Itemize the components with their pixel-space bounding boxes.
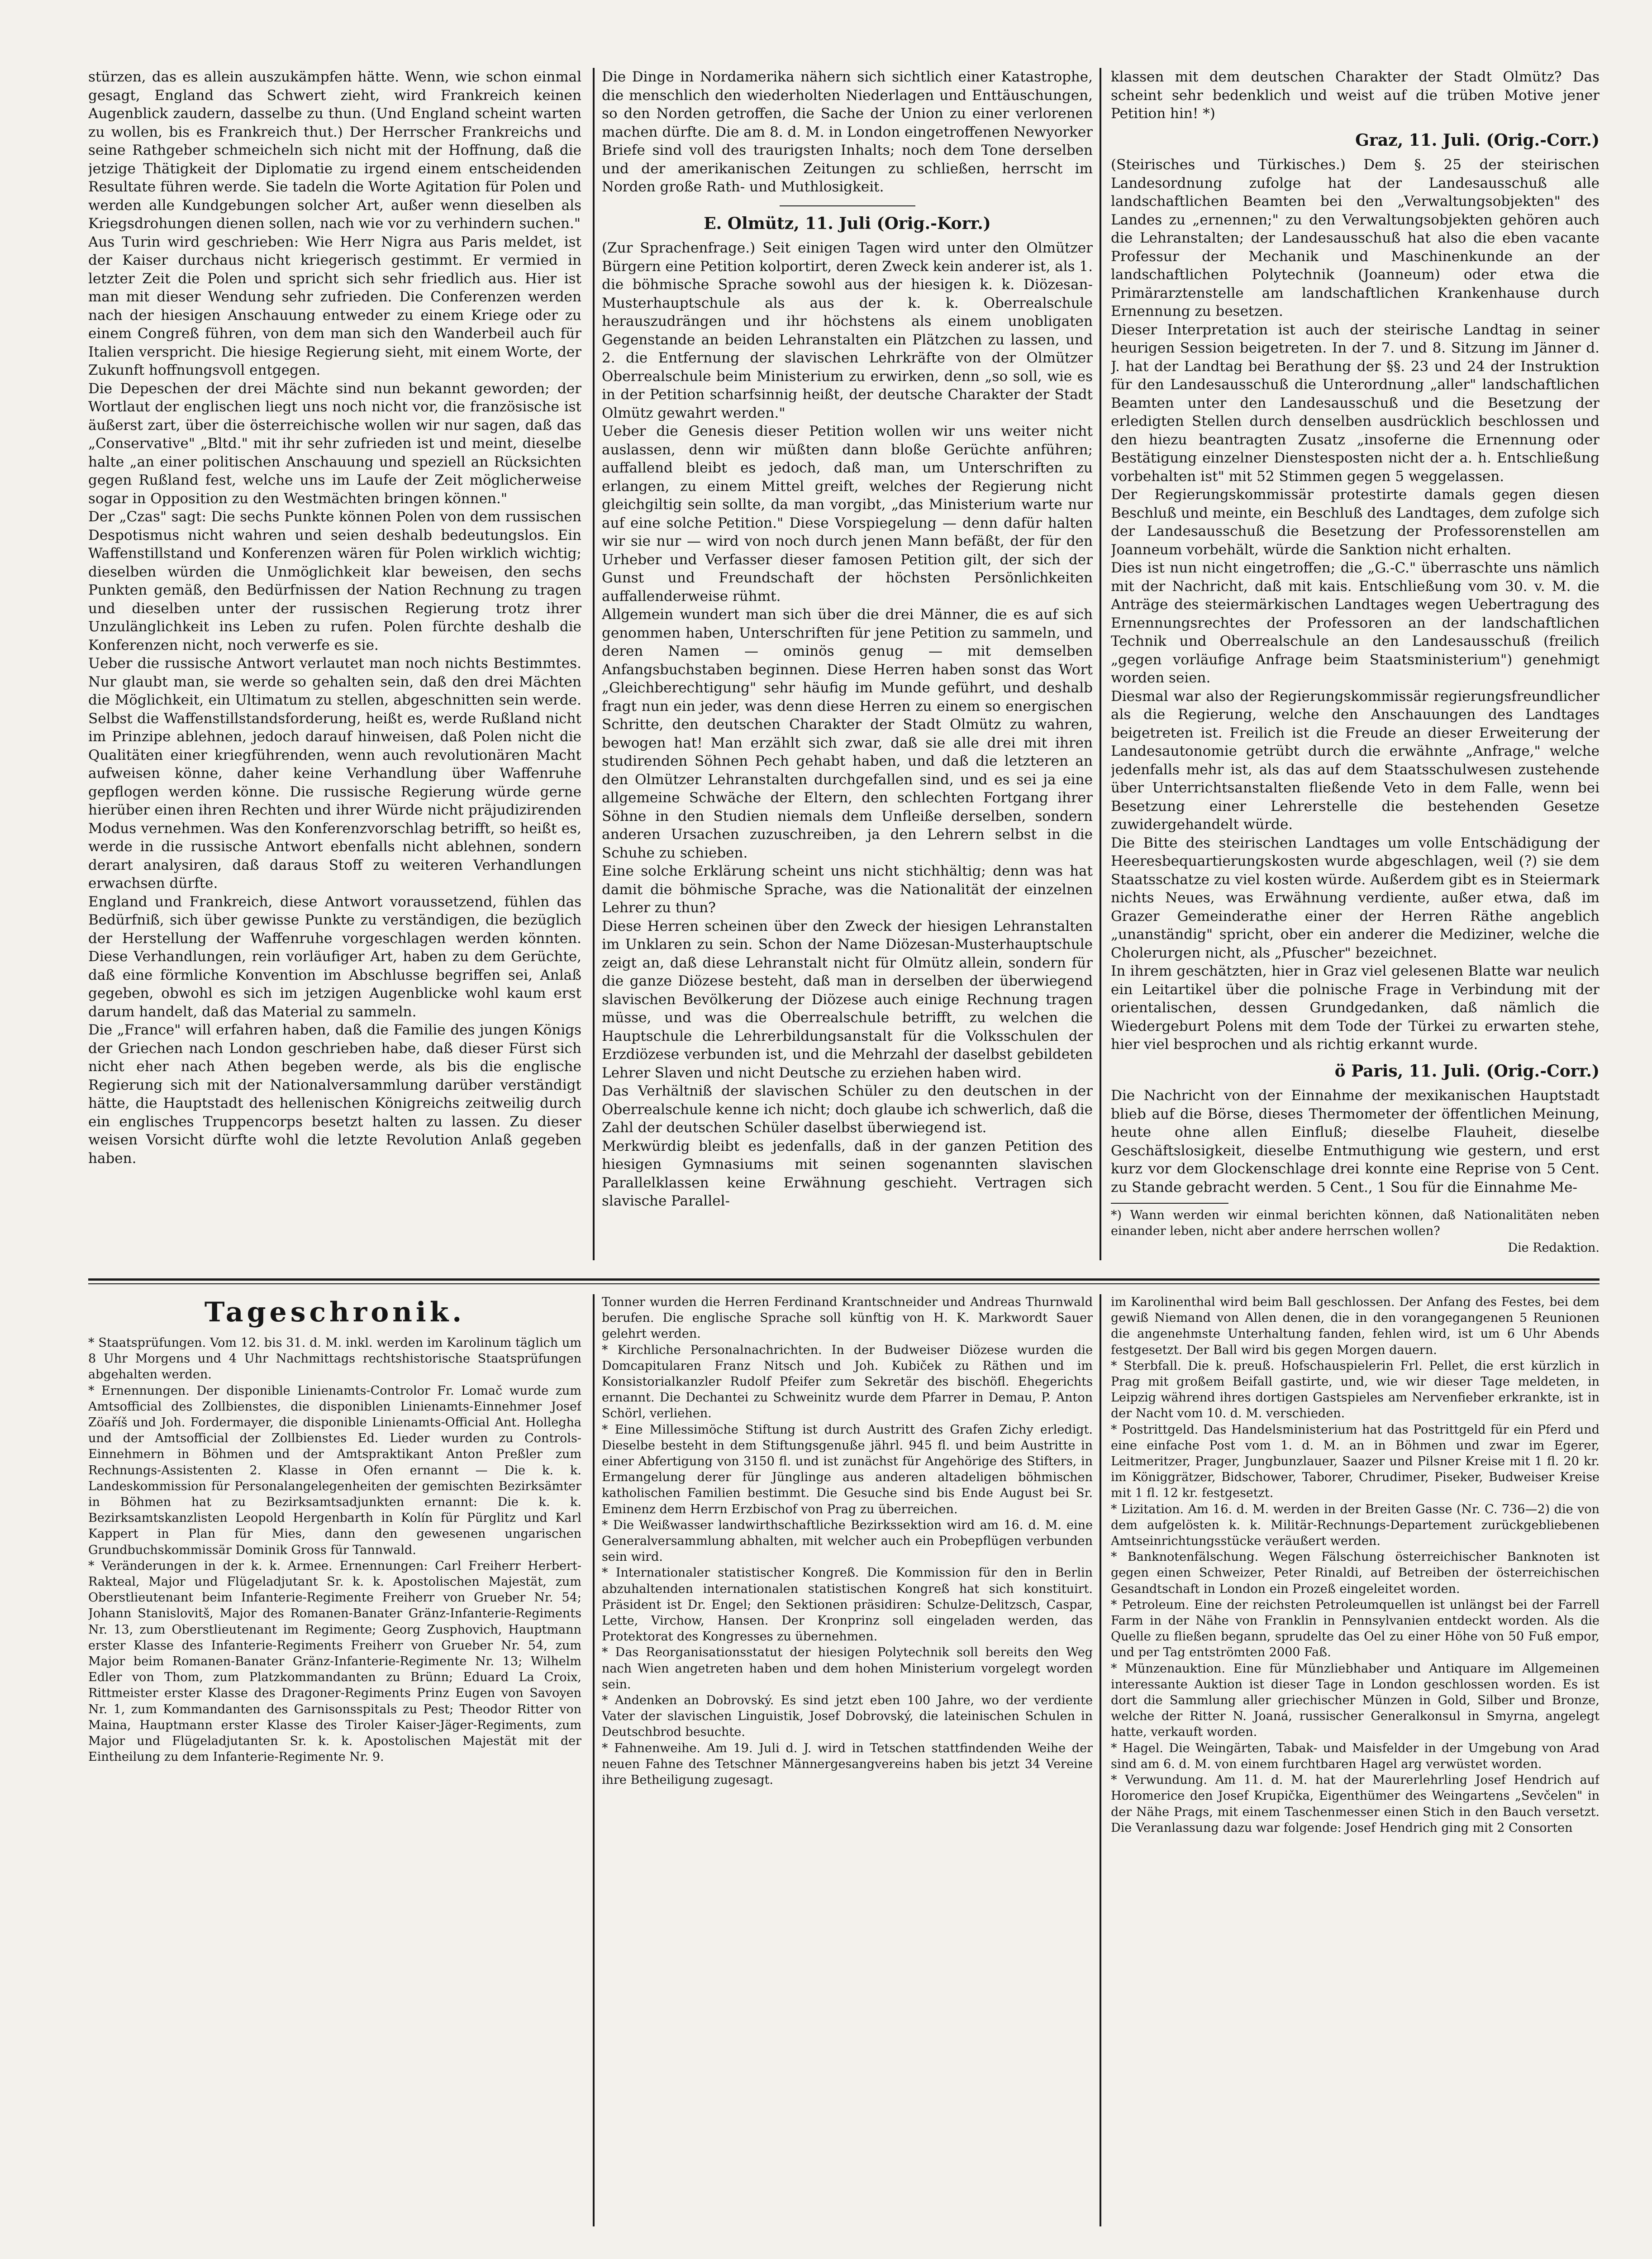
- tageschronik-column-3: [1111, 1294, 1600, 2235]
- olmuetz-para: Das Verhältniß der slavischen Schüler zu den deutschen in der Oberrealschule kenne ich nicht; doch glaube ich schwerlich, daß die Zahl der deutschen Schüler daselbst überwiegend ist.: [602, 1083, 1093, 1136]
- chronik-item: * Hagel. Die Weingärten, Tabak- und Maisfelder in der Umgebung von Arad sind am 6. d. M. von einem furchtbaren Hagel arg verwüstet worden.: [1111, 1741, 1600, 1771]
- column-1: [88, 68, 581, 1263]
- paris-para: Die Nachricht von der Einnahme der mexikanischen Hauptstadt blieb auf die Börse, dieses Thermometer der öffentlichen Meinung, heute ohne allen Einfluß; dieselbe Flauheit, dieselbe Geschäftslosigkeit, dieselbe Entmuthigung wie gestern, und erst kurz vor dem Glockenschlage drei konnte eine Reprise von 5 Cent. zu Stande gebracht werden. 5 Cent., 1 Sou für die Einnahme Me-: [1111, 1087, 1600, 1196]
- section-divider: [88, 1278, 1600, 1281]
- column-divider: [593, 1294, 595, 2226]
- col1-para: Ueber die russische Antwort verlautet man noch nichts Bestimmtes. Nur glaubt man, sie werde so gehalten sein, daß den drei Mächten die Möglichkeit, ein Ultimatum zu stellen, abgeschnitten sein werde. Selbst die Waffenstillstandsforderung, heißt es, werde Rußland nicht im Prinzipe ablehnen, jedoch darauf hinweisen, daß Polen nicht die Qualitäten einer kriegführenden, wenn auch revolutionären Macht aufweisen könne, daher keine Verhandlung über Waffenruhe gepflogen werden könne. Die russische Regierung würde gerne hierüber einen ihren Rechten und ihrer Würde nicht präjudizirenden Modus vernehmen. Was den Konferenzvorschlag betrifft, so heißt es, werde in die russische Antwort ebenfalls nicht ablehnen, sondern derart analysiren, daß daraus Stoff zu weiteren Verhandlungen erwachsen dürfte.: [88, 655, 581, 891]
- chronik-item: * Eine Millessimöche Stiftung ist durch Austritt des Grafen Zichy erledigt. Dieselbe besteht in dem Stiftungsgenuße jährl. 945 fl. und beim Austritte in einer Abfertigung von 3150 fl. und ist zunächst für Angehörige des Stifters, in Ermangelung derer für Jünglinge aus anderen altadeligen böhmischen katholischen Familien bestimmt. Die Gesuche sind bis Ende August bei Sr. Eminenz dem Herrn Erzbischof von Prag zu überreichen.: [602, 1422, 1093, 1516]
- column-divider: [1100, 1294, 1101, 2226]
- graz-para: Dies ist nun nicht eingetroffen; die „G.-C." überraschte uns nämlich mit der Nachricht, daß mit kais. Entschließung vom 30. v. M. die Anträge des steiermärkischen Landtages wegen Uebertragung des Ernennungsrechtes der Professoren an der landschaftlichen Technik und Oberrealschule an den Landesausschuß (freilich „gegen vorläufige Anfrage beim Staatsministerium") genehmigt worden seien.: [1111, 560, 1600, 686]
- col1-para: stürzen, das es allein auszukämpfen hätte. Wenn, wie schon einmal gesagt, England das Schwert zieht, wird Frankreich keinen Augenblick zaudern, dasselbe zu thun. (Und England scheint warten zu wollen, bis es Frankreich thut.) Der Herrscher Frankreichs und seine Rathgeber schmeicheln sich nicht mit der Hoffnung, daß die jetzige Thätigkeit der Diplomatie zu irgend einem entscheidenden Resultate führen werde. Sie tadeln die Worte Agitation für Polen und werden alle Kundgebungen solcher Art, außer wenn dieselben als Kriegsdrohungen dienen sollen, nach wie vor zu verhindern suchen.": [88, 69, 581, 232]
- chronik-item: * Petroleum. Eine der reichsten Petroleumquellen ist unlängst bei der Farrell Farm in der Nähe von Franklin in Pennsylvanien entdeckt worden. Als die Quelle zu fließen begann, sprudelte das Oel zu einer Höhe von 50 Fuß empor, und per Tag entströmten 2000 Faß.: [1111, 1597, 1600, 1660]
- col1-para: Die „France" will erfahren haben, daß die Familie des jungen Königs der Griechen nach London geschrieben habe, daß dieser Fürst sich nicht eher nach Athen begeben werde, als bis die englische Regierung sich mit der Nationalversammlung darüber verständigt hätte, die Hauptstadt des hellenischen Königreichs zeitweilig durch ein englisches Truppencorps besetzt halten zu lassen. Zu dieser weisen Vorsicht dürfte wohl die letzte Revolution Anlaß gegeben haben.: [88, 1022, 581, 1167]
- olmuetz-para: Allgemein wundert man sich über die drei Männer, die es auf sich genommen haben, Unterschriften für jene Petition zu sammeln, und deren Namen — ominös genug — mit demselben Anfangsbuchstaben beginnen. Diese Herren haben sonst das Wort „Gleichberechtigung" sehr häufig im Munde geführt, und deshalb fragt nun ein jeder, was denn diese Herren zu einem so energischen Schritte, den deutschen Charakter der Stadt Olmütz zu wahren, bewogen hat! Man erzählt sich zwar, daß sie alle drei mit ihren studirenden Söhnen Pech gehabt haben, und daß die letzteren an den Olmützer Lehranstalten durchgefallen sind, und es sei ja eine allgemeine Schwäche der Eltern, den schlechten Fortgang ihrer Söhne in den Studien niemals dem Unfleiße derselben, sondern anderen Ursachen zuzuschreiben, ja den Lehrern selbst in die Schuhe zu schieben.: [602, 606, 1093, 861]
- chronik-item: * Das Reorganisationsstatut der hiesigen Polytechnik soll bereits den Weg nach Wien angetreten haben und dem hohen Ministerium vorgelegt worden sein.: [602, 1645, 1093, 1692]
- tageschronik-title: Tageschronik.: [204, 1296, 466, 1328]
- col1-para: England und Frankreich, diese Antwort voraussetzend, fühlen das Bedürfniß, sich über gewisse Punkte zu verständigen, die bezüglich der Herstellung der Waffenruhe vorgeschlagen werden könnten. Diese Verhandlungen, rein vorläufiger Art, haben zu dem Gerüchte, daß eine förmliche Konvention im Abschlusse begriffen sei, Anlaß gegeben, obwohl es sich im jetzigen Augenblicke wohl kaum erst darum handelt, daß das Material zu sammeln.: [88, 893, 581, 1020]
- chronik-item: * Postrittgeld. Das Handelsministerium hat das Postrittgeld für ein Pferd und eine einfache Post vom 1. d. M. an in Böhmen und zwar im Egerer, Leitmeritzer, Prager, Jungbunzlauer, Saazer und Pilsner Kreise mit 1 fl. 20 kr. im Königgrätzer, Bidschower, Taborer, Chrudimer, Piseker, Budweiser Kreise mit 1 fl. 12 kr. festgesetzt.: [1111, 1422, 1600, 1501]
- chronik-item: * Verwundung. Am 11. d. M. hat der Maurerlehrling Josef Hendrich auf Horomerice den Josef Krupička, Eigenthümer des Weingartens „Sevčelen" in der Nähe Prags, mit einem Taschenmesser einen Stich in den Bauch versetzt. Die Veranlassung dazu war folgende: Josef Hendrich ging mit 2 Consorten: [1111, 1773, 1600, 1835]
- column-divider: [593, 68, 595, 1260]
- column-2: [602, 68, 1093, 1263]
- olmuetz-dateline: E. Olmütz, 11. Juli (Orig.-Korr.): [704, 214, 991, 233]
- chronik-item: * Andenken an Dobrovský. Es sind jetzt eben 100 Jahre, wo der verdiente Vater der slavischen Linguistik, Josef Dobrovský, die lateinischen Schulen in Deutschbrod besuchte.: [602, 1693, 1093, 1740]
- chronik-item: * Internationaler statistischer Kongreß. Die Kommission für den in Berlin abzuhaltenden internationalen statistischen Kongreß hat sich konstituirt. Präsident ist Dr. Engel; den Sektionen präsidiren: Schulze-Delitzsch, Caspar, Lette, Virchow, Hansen. Der Kronprinz soll eingeladen werden, das Protektorat des Kongresses zu übernehmen.: [602, 1566, 1093, 1644]
- olmuetz-para: Diese Herren scheinen über den Zweck der hiesigen Lehranstalten im Unklaren zu sein. Schon der Name Diözesan-Musterhauptschule zeigt an, daß diese Lehranstalt nicht für Olmütz allein, sondern für die ganze Diözese besteht, daß man in derselben der überwiegend slavischen Bevölkerung der Diözese auch einige Rechnung tragen müsse, und was die Oberrealschule betrifft, zu welchen die Hauptschule die Lehrerbildungsanstalt für die Volksschulen der Erzdiözese verbunden ist, und die Mehrzahl der daselbst gebildeten Lehrer Slaven und nicht Deutsche zu erziehen haben wird.: [602, 918, 1093, 1081]
- tageschronik-column-2: [602, 1294, 1093, 2235]
- chronik-item: * Staatsprüfungen. Vom 12. bis 31. d. M. inkl. werden im Karolinum täglich um 8 Uhr Morgens und 4 Uhr Nachmittags rechtshistorische Staatsprüfungen abgehalten werden.: [88, 1336, 581, 1382]
- graz-para: Dieser Interpretation ist auch der steirische Landtag in seiner heurigen Session beigetreten. In der 7. und 8. Sitzung im Jänner d. J. hat der Landtag bei Berathung der §§. 23 und 24 der Instruktion für den Landesausschuß die Unterordnung „aller" landschaftlichen Beamten unter den Landesausschuß und die Besetzung der erledigten Stellen durch denselben ausdrücklich beschlossen und den hiezu beantragten Zusatz „insoferne die Ernennung oder Bestätigung einzelner Dienstesposten nicht der a. h. Entschließung vorbehalten ist" mit 52 Stimmen gegen 5 weggelassen.: [1111, 321, 1600, 485]
- graz-para: (Steirisches und Türkisches.) Dem §. 25 der steirischen Landesordnung zufolge hat der Landesausschuß alle landschaftlichen Beamten bei den „Verwaltungsobjekten" des Landes zu „ernennen;" zu den Verwaltungsobjekten gehören auch die Lehranstalten; der Landesausschuß hat also die eben vacante Professur der Mechanik und Maschinenkunde an der landschaftlichen Polytechnik (Joanneum) oder etwa die Primärarztenstelle am landschaftlichen Krankenhause durch Ernennung zu besetzen.: [1111, 157, 1600, 319]
- olmuetz-para: Eine solche Erklärung scheint uns nicht stichhältig; denn was hat damit die böhmische Sprache, was die Nationalität der einzelnen Lehrer zu thun?: [602, 863, 1093, 916]
- olmuetz-para: (Zur Sprachenfrage.) Seit einigen Tagen wird unter den Olmützer Bürgern eine Petition kolportirt, deren Zweck kein anderer ist, als 1. die böhmische Sprache sowohl aus der hiesigen k. k. Diözesan-Musterhauptschule als aus der k. k. Oberrealschule herauszudrängen und ihr höchstens als einem unobligaten Gegenstande an beiden Lehranstalten ein Plätzchen zu lassen, und 2. die Entfernung der slavischen Lehrkräfte von der Olmützer Oberrealschule beim Ministerium zu erwirken, denn „so soll, wie es in der Petition scharfsinnig heißt, der deutsche Charakter der Stadt Olmütz gewahrt werden.": [602, 240, 1093, 421]
- olmuetz-para: Merkwürdig bleibt es jedenfalls, daß in der ganzen Petition des hiesigen Gymnasiums mit seinen sogenannten slavischen Parallelklassen keine Erwähnung geschieht. Vertragen sich slavische Parallel-: [602, 1138, 1093, 1209]
- olmuetz-para: Ueber die Genesis dieser Petition wollen wir uns weiter nicht auslassen, denn wir müßten dann bloße Gerüchte anführen; auffallend bleibt es jedoch, daß man, um Unterschriften zu erlangen, zu einem Mittel greift, welches der Regierung nicht gleichgiltig sein sollte, da man vorgibt, „das Ministerium warte nur auf eine solche Petition." Diese Vorspiegelung — denn dafür halten wir sie nur — wird von noch durch jenen Mann befäßt, der für den Urheber und Verfasser dieser famosen Petition gilt, der sich der Gunst und Freundschaft der höchsten Persönlichkeiten auffallenderweise rühmt.: [602, 423, 1093, 605]
- editor-signature: Die Redaktion.: [1508, 1241, 1600, 1255]
- col1-para: Die Depeschen der drei Mächte sind nun bekannt geworden; der Wortlaut der englischen liegt uns noch nicht vor, die französische ist äußerst zart, über die österreichische wollen wir nur sagen, daß das „Conservative" „Bltd." mit ihr sehr zufrieden ist und meint, dieselbe halte „an einer politischen Anschauung und speziell an Rücksichten gegen Rußland fest, welche uns im Laufe der Zeit möglicherweise sogar in Opposition zu den Westmächten bringen können.": [88, 380, 581, 507]
- graz-para: Die Bitte des steirischen Landtages um volle Entschädigung der Heeresbequartierungskosten wurde abgeschlagen, weil (?) sie dem Staatsschatze zu viel kosten würde. Außerdem gibt es in Steiermark nichts Neues, was Erwähnung verdiente, außer etwa, daß im Grazer Gemeinderathe einer der Herren Räthe angeblich „unanständig" spricht, ober ein anderer die Mediziner, welche die Cholerurgen nicht, als „Pfuscher" bezeichnet.: [1111, 834, 1600, 961]
- chronik-item: * Kirchliche Personalnachrichten. In der Budweiser Diözese wurden die Domcapitularen Franz Nitsch und Joh. Kubiček zu Räthen und im Konsistorialkanzler Rudolf Pfeifer zum Sekretär des bischöfl. Ehegerichts ernannt. Die Dechantei zu Schweinitz wurde dem Pfarrer in Demau, P. Anton Schörl, verliehen.: [602, 1343, 1093, 1421]
- chronik-item: * Fahnenweihe. Am 19. Juli d. J. wird in Tetschen stattfindenden Weihe der neuen Fahne des Tetschner Männergesangvereins haben bis jetzt 34 Vereine ihre Betheiligung zugesagt.: [602, 1741, 1093, 1787]
- chronik-item: * Die Weißwasser landwirthschaftliche Bezirkssektion wird am 16. d. M. eine Generalversammlung abhalten, mit welcher auch ein Probepflügen verbunden sein wird.: [602, 1518, 1093, 1564]
- column-3: [1111, 68, 1600, 1263]
- chronik-item: * Sterbfall. Die k. preuß. Hofschauspielerin Frl. Pellet, die erst kürzlich in Prag mit großem Beifall gastirte, und, wie wir dieser Tage meldeten, in Leipzig während ihres dortigen Gastspieles am Nervenfieber erkrankte, ist in der Nacht vom 10. d. M. verschieden.: [1111, 1358, 1600, 1421]
- col2-para: Die Dinge in Nordamerika nähern sich sichtlich einer Katastrophe, die menschlich den wiederholten Niederlagen und Enttäuschungen, so den Norden getroffen, die Sache der Union zu einer verlorenen machen dürfte. Die am 8. d. M. in London eingetroffenen Newyorker Briefe sind voll des traurigsten Inhalts; noch dem Tone derselben und der amerikanischen Zeitungen zu schließen, herrscht im Norden große Rath- und Muthlosigkeit.: [602, 69, 1093, 195]
- chronik-item: Tonner wurden die Herren Ferdinand Krantschneider und Andreas Thurnwald berufen. Die englische Sprache soll künftig von H. K. Markwordt Sauer gelehrt werden.: [602, 1295, 1093, 1341]
- column-divider: [1100, 68, 1101, 1260]
- graz-dateline: Graz, 11. Juli. (Orig.-Corr.): [1355, 130, 1600, 150]
- graz-para: In ihrem geschätzten, hier in Graz viel gelesenen Blatte war neulich ein Leitartikel über die polnische Frage in Verbindung mit der orientalischen, dessen Grundgedanken, daß nämlich die Wiedergeburt Polens mit dem Tode der Türkei zu erwarten stehe, hier viel besprochen und als richtig erkannt wurde.: [1111, 963, 1600, 1053]
- paris-dateline: ö Paris, 11. Juli. (Orig.-Corr.): [1334, 1061, 1600, 1081]
- col1-para: Der „Czas" sagt: Die sechs Punkte können Polen von dem russischen Despotismus nicht wahren und seien deshalb bedeutungslos. Ein Waffenstillstand und Konferenzen wären für Polen wirklich wichtig; dieselben würden die Unmöglichkeit klar beweisen, den sechs Punkten gemäß, den Bedürfnissen der Nation Rechnung zu tragen und dieselben unter der russischen Regierung trotz ihrer Unzulänglichkeit ins Leben zu rufen. Polen fürchte deshalb die Konferenzen nicht, noch verwerfe es sie.: [88, 509, 581, 653]
- footnote: *) Wann werden wir einmal berichten können, daß Nationalitäten neben einander leben, nicht aber andere herrschen wollen?: [1111, 1208, 1600, 1238]
- graz-para: Diesmal war also der Regierungskommissär regierungsfreundlicher als die Regierung, welche den Anschauungen des Landtages beigetreten ist. Freilich ist die Freude an dieser Erweiterung der Landesautonomie getrübt durch die erwähnte „Anfrage," welche jedenfalls mehr ist, als das auf dem Staatsschulwesen zustehende über Unterrichtsanstalten fließende Veto in dem Falle, wenn bei Besetzung einer Lehrerstelle die bestehenden Gesetze zuwidergehandelt würde.: [1111, 688, 1600, 833]
- chronik-item: * Münzenauktion. Eine für Münzliebhaber und Antiquare im Allgemeinen interessante Auktion ist dieser Tage in London geschlossen worden. Es ist dort die Sammlung aller griechischer Münzen in Gold, Silber und Bronze, welche der Ritter N. Joaná, russischer Generalkonsul in Smyrna, angelegt hatte, verkauft worden.: [1111, 1661, 1600, 1740]
- section-rule: [780, 205, 915, 206]
- chronik-item: * Ernennungen. Der disponible Linienamts-Controlor Fr. Lomač wurde zum Amtsofficial des Zollbienstes, die disponiblen Linienamts-Einnehmer Josef Zöaříš und Joh. Fordermayer, die disponible Linienamts-Official Ant. Hollegha und der Amtsofficial der Zollbienstes Ed. Lieder wurden zu Controls-Einnehmern in Böhmen und der Amtspraktikant Anton Preßler zum Rechnungs-Assistenten 2. Klasse in Ofen ernannt — Die k. k. Landeskommission für Personalangelegenheiten der gemischten Bezirksämter in Böhmen hat zu Bezirksamtsadjunkten ernannt: Die k. k. Bezirksamtskanzlisten Leopold Hergenbarth in Kolín für Pürglitz und Karl Kappert in Plan für Mies, dann den gewesenen ungarischen Grundbuchskommissär Dominik Gross für Tannwald.: [88, 1383, 581, 1557]
- chronik-item: * Veränderungen in der k. k. Armee. Ernennungen: Carl Freiherr Herbert-Rakteal, Major und Flügeladjutant Sr. k. k. Apostolischen Majestät, zum Oberstlieutenant beim Infanterie-Regimente Freiherr von Grueber Nr. 54; Johann Stanislovitš, Major des Romanen-Banater Gränz-Infanterie-Regiments Nr. 13, zum Oberstlieutenant im Regimente; Georg Zusphovich, Hauptmann erster Klasse des Infanterie-Regiments Freiherr von Grueber Nr. 54, zum Major beim Romanen-Banater Gränz-Infanterie-Regimente Nr. 13; Wilhelm Edler von Thom, zum Platzkommandanten zu Brünn; Eduard La Croix, Rittmeister erster Klasse des Dragoner-Regiments Prinz Eugen von Savoyen Nr. 1, zum Kommandanten des Garnisonsspitals zu Pest; Theodor Ritter von Maina, Hauptmann erster Klasse des Tiroler Kaiser-Jäger-Regiments, zum Major und Flügeladjutanten Sr. k. k. Apostolischen Majestät mit der Eintheilung zu dem Infanterie-Regimente Nr. 9.: [88, 1558, 581, 1764]
- section-divider-thin: [88, 1283, 1600, 1284]
- chronik-item: im Karolinenthal wird beim Ball geschlossen. Der Anfang des Festes, bei dem gewiß Niemand von Allen denen, die in den vorangegangenen 5 Reunionen die angenehmste Unterhaltung fanden, fehlen wird, ist um 6 Uhr Abends festgesetzt. Der Ball wird bis gegen Morgen dauern.: [1111, 1295, 1600, 1357]
- col3-para: klassen mit dem deutschen Charakter der Stadt Olmütz? Das scheint sehr bedenklich und weist auf die trüben Motive jener Petition hin! *): [1111, 69, 1600, 122]
- tageschronik-column-1: [88, 1294, 581, 2235]
- footnote-rule: [1111, 1203, 1228, 1204]
- col1-para: Aus Turin wird geschrieben: Wie Herr Nigra aus Paris meldet, ist der Kaiser durchaus nicht kriegerisch gestimmt. Er vermied in letzter Zeit die Polen und spricht sich sehr friedlich aus. Hier ist man mit dieser Wendung sehr zufrieden. Die Conferenzen werden nach der hiesigen Anschauung entweder zu einem Kriege oder zu einem Congreß führen, von dem man sich den Wanderbeil auch für Italien verspricht. Die hiesige Regierung sieht, mit einem Worte, der Zukunft hoffnungsvoll entgegen.: [88, 234, 581, 378]
- graz-para: Der Regierungskommissär protestirte damals gegen diesen Beschluß und meinte, ein Beschluß des Landtages, dem zufolge sich der Landesausschuß die Besetzung der Professorenstellen am Joanneum vorbehält, würde die Sanktion nicht erhalten.: [1111, 486, 1600, 558]
- chronik-item: * Banknotenfälschung. Wegen Fälschung österreichischer Banknoten ist gegen einen Schweizer, Peter Rinaldi, auf Betreiben der österreichischen Gesandtschaft in London ein Prozeß eingeleitet worden.: [1111, 1550, 1600, 1596]
- page-running-head: [584, 43, 1081, 61]
- chronik-item: * Lizitation. Am 16. d. M. werden in der Breiten Gasse (Nr. C. 736—2) die von dem aufgelösten k. k. Militär-Rechnungs-Departement zurückgebliebenen Amtseinrichtungsstücke veräußert werden.: [1111, 1502, 1600, 1549]
